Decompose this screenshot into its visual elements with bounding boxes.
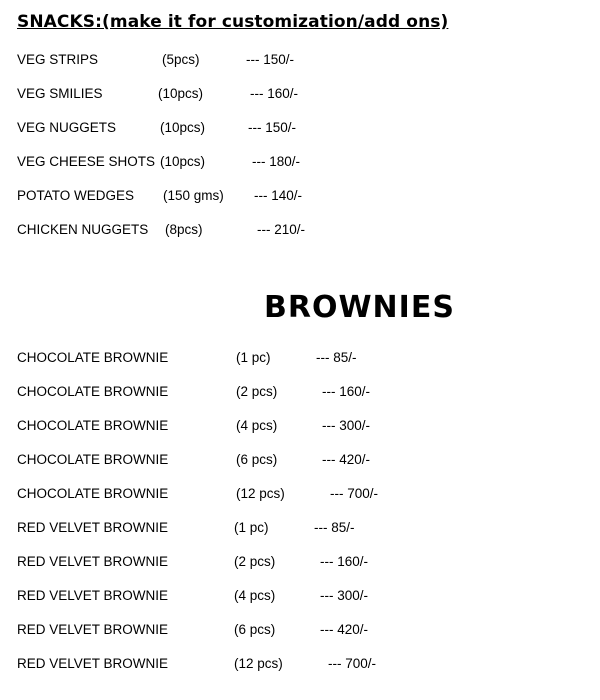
snack-quantity: (5pcs) (162, 52, 200, 67)
brownie-quantity: (4 pcs) (236, 418, 278, 433)
snack-price: --- 180/- (252, 154, 301, 169)
brownie-name: CHOCOLATE BROWNIE (17, 452, 169, 467)
snack-quantity: (150 gms) (163, 188, 224, 203)
brownie-quantity: (6 pcs) (234, 622, 276, 637)
snack-quantity: (10pcs) (160, 154, 206, 169)
snack-name: VEG SMILIES (17, 86, 103, 101)
brownie-price: --- 420/- (320, 622, 369, 637)
snack-price: --- 150/- (248, 120, 297, 135)
snack-price: --- 150/- (246, 52, 295, 67)
brownie-quantity: (6 pcs) (236, 452, 278, 467)
brownie-name: CHOCOLATE BROWNIE (17, 350, 169, 365)
snacks-heading: SNACKS:(make it for customization/add ons) (17, 12, 449, 32)
brownie-name: RED VELVET BROWNIE (17, 520, 169, 535)
snack-quantity: (8pcs) (165, 222, 203, 237)
brownie-price: --- 300/- (322, 418, 371, 433)
snack-name: POTATO WEDGES (17, 188, 135, 203)
brownie-price: --- 700/- (330, 486, 379, 501)
snack-name: VEG NUGGETS (17, 120, 117, 135)
brownie-name: CHOCOLATE BROWNIE (17, 418, 169, 433)
brownie-price: --- 700/- (328, 656, 377, 671)
brownie-name: RED VELVET BROWNIE (17, 656, 169, 671)
brownie-price: --- 160/- (322, 384, 371, 399)
brownie-price: --- 85/- (316, 350, 357, 365)
brownie-quantity: (1 pc) (234, 520, 269, 535)
brownie-name: RED VELVET BROWNIE (17, 622, 169, 637)
brownie-price: --- 420/- (322, 452, 371, 467)
snack-name: CHICKEN NUGGETS (17, 222, 149, 237)
snack-quantity: (10pcs) (158, 86, 204, 101)
snack-quantity: (10pcs) (160, 120, 206, 135)
brownie-quantity: (1 pc) (236, 350, 271, 365)
brownie-name: RED VELVET BROWNIE (17, 588, 169, 603)
brownie-name: CHOCOLATE BROWNIE (17, 486, 169, 501)
snack-name: VEG CHEESE SHOTS (17, 154, 156, 169)
brownie-quantity: (12 pcs) (236, 486, 285, 501)
brownie-price: --- 160/- (320, 554, 369, 569)
brownie-quantity: (2 pcs) (236, 384, 278, 399)
brownie-quantity: (4 pcs) (234, 588, 276, 603)
brownie-name: CHOCOLATE BROWNIE (17, 384, 169, 399)
snack-price: --- 210/- (257, 222, 306, 237)
brownie-price: --- 300/- (320, 588, 369, 603)
snack-name: VEG STRIPS (17, 52, 99, 67)
brownies-title: BROWNIES (264, 290, 455, 325)
snack-price: --- 140/- (254, 188, 303, 203)
brownie-price: --- 85/- (314, 520, 355, 535)
brownie-name: RED VELVET BROWNIE (17, 554, 169, 569)
snack-price: --- 160/- (250, 86, 299, 101)
brownie-quantity: (12 pcs) (234, 656, 283, 671)
brownie-quantity: (2 pcs) (234, 554, 276, 569)
